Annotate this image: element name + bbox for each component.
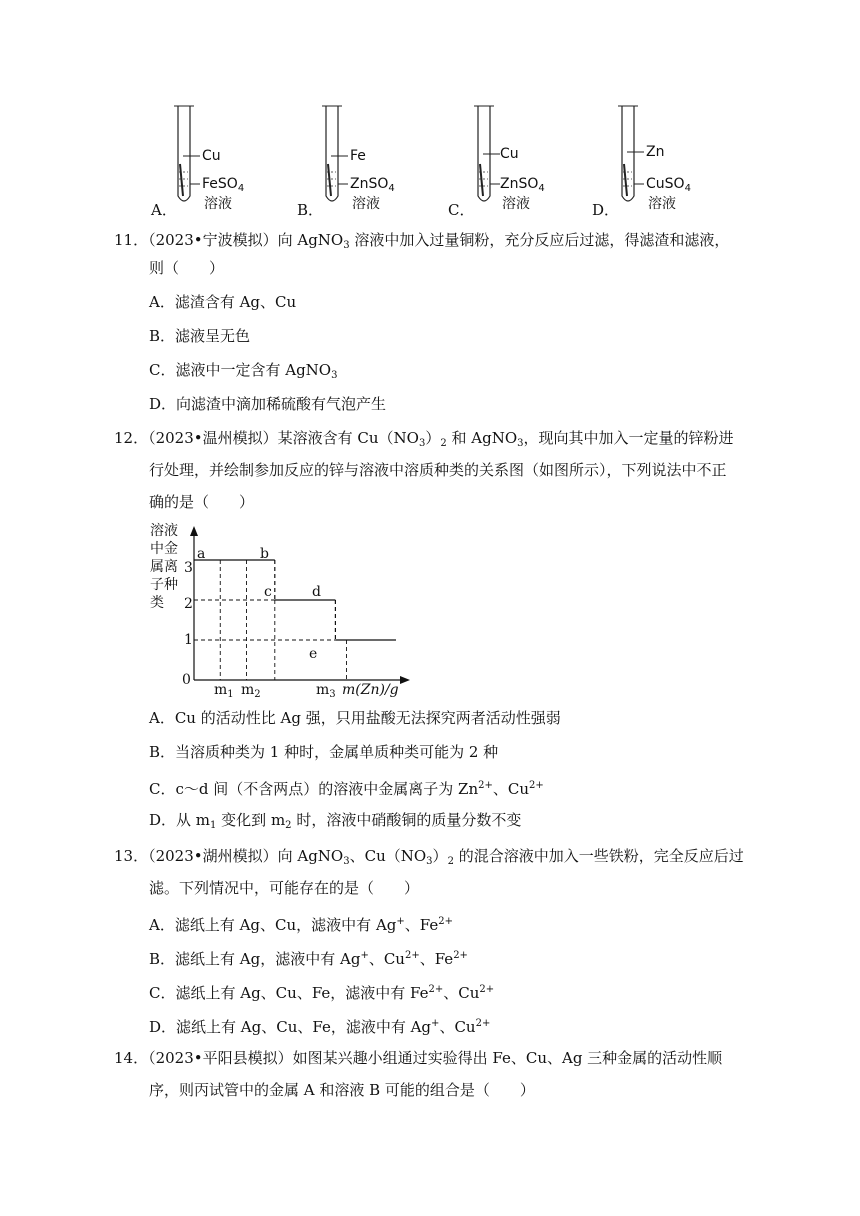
chart-origin: 0 xyxy=(182,672,191,688)
q11-option-d: D．向滤渣中滴加稀硫酸有气泡产生 xyxy=(149,395,387,413)
q11-stem-line2: 则（ ） xyxy=(149,259,225,277)
q12-option-d: D．从 $m_1$ 变化到 $m_2$ 时，溶液中硝酸铜的质量分数不变 xyxy=(149,811,522,831)
option-b-letter: B． xyxy=(297,201,324,219)
option-d-letter: D． xyxy=(592,201,620,219)
q12-option-c: C．c～d 间（不含两点）的溶液中金属离子为 $Zn^{2+}$、$Cu^{2+}$ xyxy=(149,780,544,798)
q13-option-b: B．滤纸上有 Ag，滤液中有 Ag+、$Cu^{2+}$、$Fe^{2+}$ xyxy=(149,950,468,968)
q12-option-b: B．当溶质种类为 1 种时，金属单质种类可能为 2 种 xyxy=(149,743,499,761)
x-tick-m3: $m_3$ xyxy=(316,682,336,700)
tube-a-solution: FeSO$_4$ xyxy=(202,176,245,194)
tube-c-metal: Cu xyxy=(500,146,519,162)
point-label-e: e xyxy=(309,646,318,662)
ylabel-line: 类 xyxy=(150,595,164,611)
tube-a-metal: Cu xyxy=(202,148,221,164)
tube-b-liquid: 溶液 xyxy=(352,196,380,212)
y-tick-1: 1 xyxy=(184,632,193,648)
ylabel-line: 子种 xyxy=(150,577,178,593)
q12-option-a: A．Cu 的活动性比 Ag 强，只用盐酸无法探究两者活动性强弱 xyxy=(149,709,561,727)
q12-stem-line1: 12．（2023•温州模拟）某溶液含有 $Cu(NO_3)_2$ 和 AgNO$_3$，现向其中加入一定量的锌粉进 xyxy=(114,429,734,449)
tube-d-liquid: 溶液 xyxy=(648,196,676,212)
q11-option-c: C．滤液中一定含有 AgNO$_3$ xyxy=(149,361,338,381)
q13-option-a: A．滤纸上有 Ag、Cu，滤液中有 Ag+、$Fe^{2+}$ xyxy=(149,916,453,934)
q13-stem-line2: 滤。下列情况中，可能存在的是（ ） xyxy=(149,879,420,897)
zinc-ion-chart xyxy=(148,522,428,702)
tube-b-solution: ZnSO$_4$ xyxy=(350,176,395,194)
point-label-a: a xyxy=(197,546,206,562)
chart-xlabel: m(Zn)/g xyxy=(342,682,399,698)
tube-c-solution: ZnSO$_4$ xyxy=(500,176,545,194)
tube-a-liquid: 溶液 xyxy=(204,196,232,212)
point-label-d: d xyxy=(312,584,321,600)
option-c-letter: C． xyxy=(448,201,475,219)
tube-d-metal: Zn xyxy=(646,144,665,160)
point-label-b: b xyxy=(260,546,269,562)
y-axis-arrow xyxy=(190,526,198,536)
q13-option-c: C．滤纸上有 Ag、Cu、Fe，滤液中有 $Fe^{2+}$、$Cu^{2+}$ xyxy=(149,984,495,1002)
q14-stem-line1: 14．（2023•平阳县模拟）如图某兴趣小组通过实验得出 Fe、Cu、Ag 三种金属的活动性顺 xyxy=(114,1049,723,1067)
q13-option-d: D．滤纸上有 Ag、Cu、Fe，滤液中有 Ag+、$Cu^{2+}$ xyxy=(149,1018,491,1036)
q12-stem-line3: 确的是（ ） xyxy=(149,493,255,511)
point-label-c: c xyxy=(264,584,272,600)
q13-stem-line1: 13．（2023•湖州模拟）向 AgNO$_3$、$Cu(NO_3)_2$ 的混合溶液中加入一些铁粉，完全反应后过 xyxy=(114,847,744,867)
q11-option-a: A．滤渣含有 Ag、Cu xyxy=(149,293,297,311)
q11-option-b: B．滤液呈无色 xyxy=(149,327,251,345)
y-tick-3: 3 xyxy=(184,560,193,576)
q11-stem-line1: 11．（2023•宁波模拟）向 AgNO$_3$ 溶液中加入过量铜粉，充分反应后过滤，得滤渣和滤液， xyxy=(114,231,730,251)
ylabel-line: 属离 xyxy=(150,559,178,575)
q14-stem-line2: 序，则丙试管中的金属 A 和溶液 B 可能的组合是（ ） xyxy=(149,1081,535,1099)
tube-d-solution: CuSO$_4$ xyxy=(646,176,691,194)
x-tick-m2: $m_2$ xyxy=(241,682,261,700)
option-a-letter: A． xyxy=(151,201,177,219)
tube-b-metal: Fe xyxy=(350,148,366,164)
ylabel-line: 中金 xyxy=(150,541,178,557)
x-tick-m1: $m_1$ xyxy=(214,682,234,700)
y-tick-2: 2 xyxy=(184,596,193,612)
tube-c-liquid: 溶液 xyxy=(502,196,530,212)
ylabel-line: 溶液 xyxy=(150,523,178,539)
q12-stem-line2: 行处理，并绘制参加反应的锌与溶液中溶质种类的关系图（如图所示），下列说法中不正 xyxy=(149,461,727,479)
x-axis-arrow xyxy=(400,676,410,684)
